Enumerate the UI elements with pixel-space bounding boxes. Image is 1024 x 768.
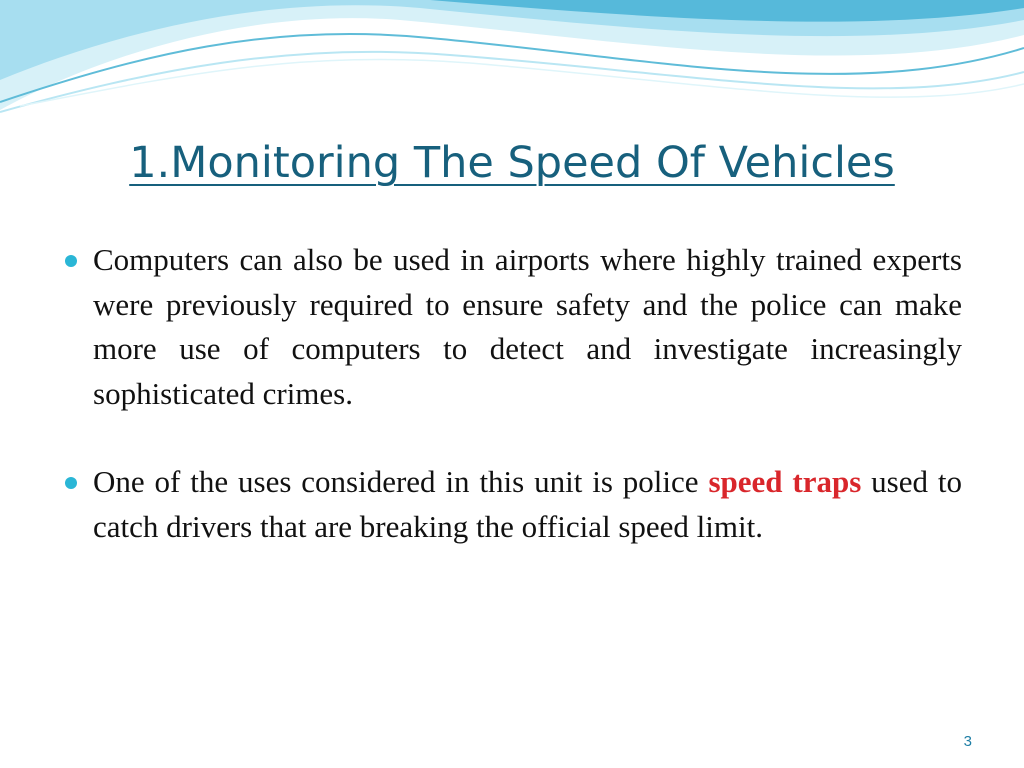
bullet-text-1: Computers can also be used in airports where highly trained experts were previously required to ensure safety and the police can make more use of computers to detect and investigate increasingly sophisticated crimes. xyxy=(93,242,962,411)
bullet-icon xyxy=(65,255,77,267)
bullet-text-2-before: One of the uses considered in this unit is police xyxy=(93,464,709,499)
bullet-icon xyxy=(65,477,77,489)
slide-title-text: 1.Monitoring The Speed Of Vehicles xyxy=(129,138,895,188)
page-number: 3 xyxy=(963,733,972,750)
speed-traps-highlight: speed traps xyxy=(708,464,862,499)
bullet-item-1 xyxy=(60,238,962,416)
bullet-text-2-after: used to catch drivers that are breaking the official speed limit. xyxy=(93,464,963,544)
slide-title xyxy=(0,138,1024,188)
header-wave-decoration xyxy=(0,0,1024,130)
bullet-item-2 xyxy=(60,460,962,549)
slide-body xyxy=(60,238,962,549)
